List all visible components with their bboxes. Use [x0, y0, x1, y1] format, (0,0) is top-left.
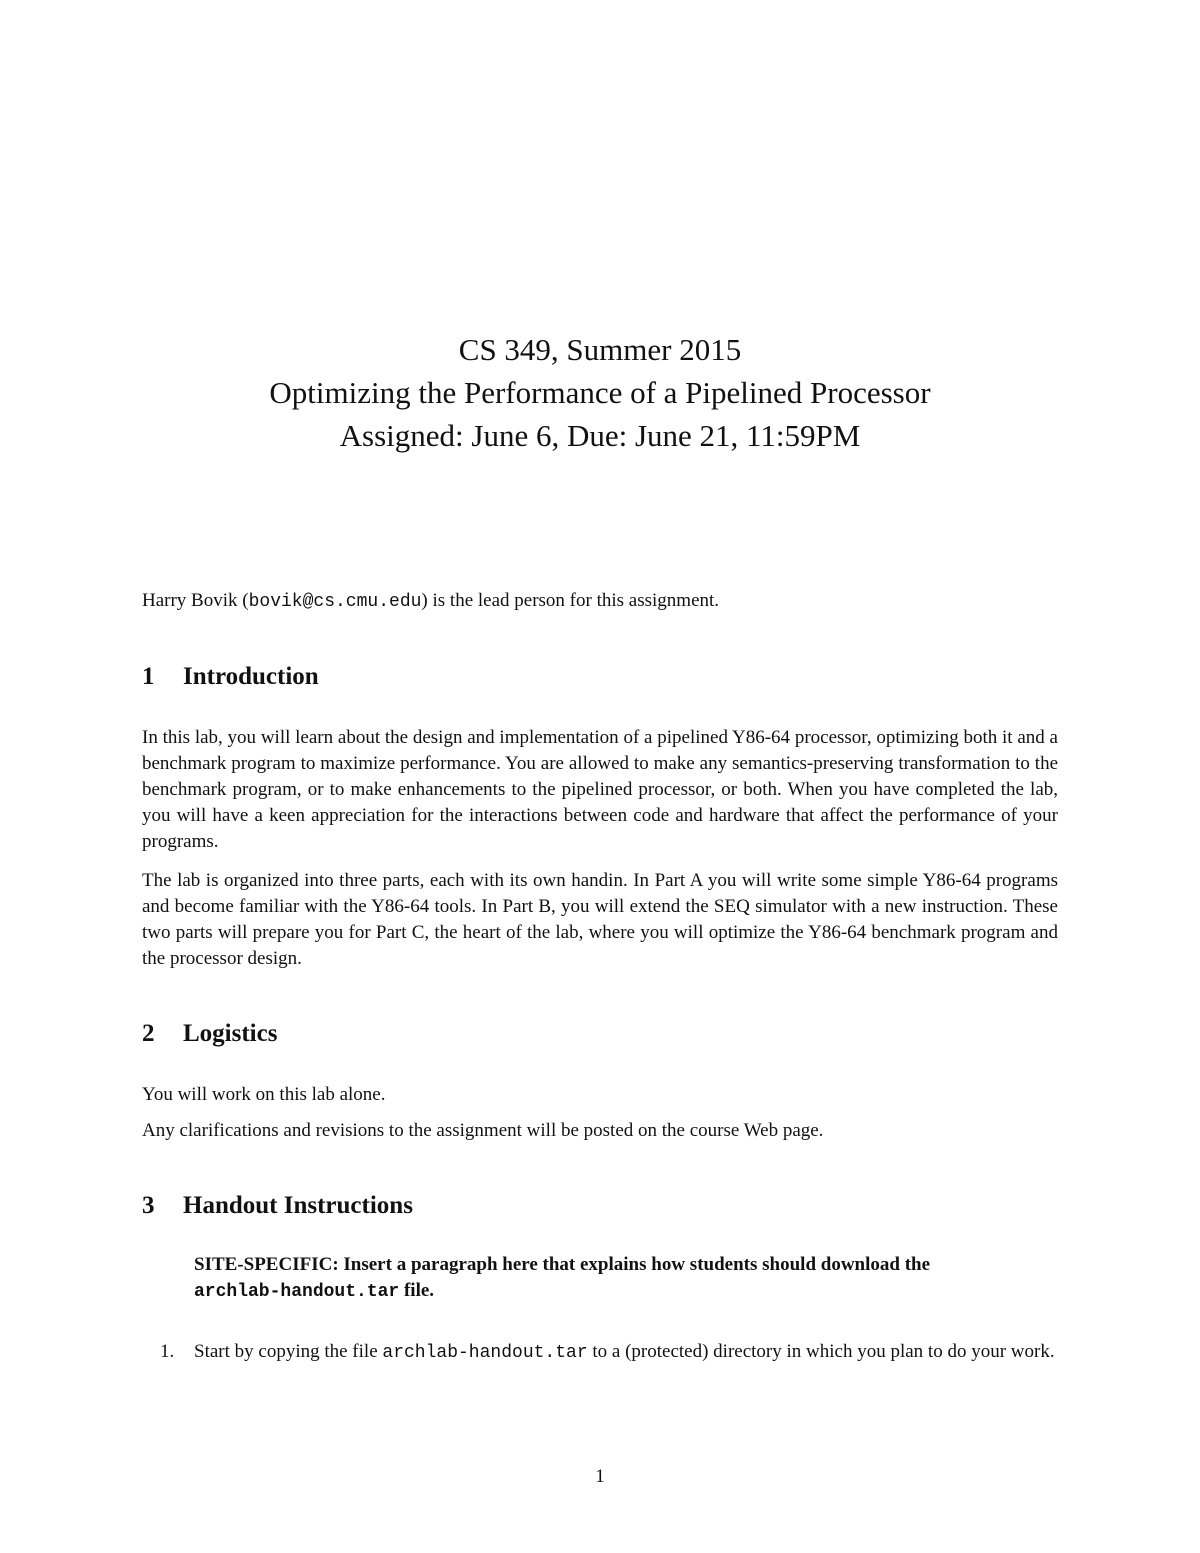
item-filename: archlab-handout.tar [382, 1343, 588, 1363]
list-item-marker: 1. [160, 1341, 175, 1362]
section-number: 3 [142, 1192, 155, 1219]
item-text-before: Start by copying the file [194, 1341, 383, 1362]
section-heading-introduction [142, 661, 319, 693]
section-number: 1 [142, 663, 155, 690]
list-item [160, 1339, 1058, 1366]
site-specific-text: SITE-SPECIFIC: Insert a paragraph here that explains how students should download the [194, 1254, 931, 1275]
assignment-title: Optimizing the Performance of a Pipelined Processor [269, 375, 931, 410]
item-text-after: to a (protected) directory in which you plan to do your work. [587, 1341, 1055, 1362]
intro-paragraph-2: The lab is organized into three parts, each with its own handin. In Part A you will write some simple Y86-64 programs and become familiar with the Y86-64 tools. In Part B, you will extend the SEQ simulator with a new instruction. These two parts will prepare you for Part C, the heart of the lab, where you will optimize the Y86-64 benchmark program and the processor design. [142, 870, 1058, 969]
section-heading-handout-instructions [142, 1190, 413, 1222]
logistics-paragraph-2: Any clarifications and revisions to the assignment will be posted on the course Web page. [142, 1120, 824, 1141]
logistics-paragraph-1: You will work on this lab alone. [142, 1084, 386, 1105]
section-number: 2 [142, 1020, 155, 1047]
lead-text-after: ) is the lead person for this assignment. [421, 590, 720, 611]
assignment-dates: Assigned: June 6, Due: June 21, 11:59PM [339, 418, 861, 453]
lead-email: bovik@cs.cmu.edu [248, 592, 422, 612]
site-specific-note [194, 1252, 1024, 1305]
course-title: CS 349, Summer 2015 [458, 332, 742, 367]
intro-paragraph-1: In this lab, you will learn about the design and implementation of a pipelined Y86-64 processor, optimizing both it and a benchmark program to maximize performance. You are allowed to make any semantics-preserving transformation to the benchmark program, or to make enhancements to the pipelined processor, or both. When you have completed the lab, you will have a keen appreciation for the interactions between code and hardware that affect the performance of your programs. [142, 727, 1058, 852]
section-title: Handout Instructions [183, 1192, 413, 1219]
page-number: 1 [595, 1466, 605, 1487]
section-title: Logistics [183, 1020, 278, 1047]
site-specific-filename: archlab-handout.tar [194, 1282, 400, 1302]
section-title: Introduction [183, 663, 319, 690]
section-heading-logistics [142, 1018, 277, 1050]
site-specific-end: file. [399, 1280, 435, 1301]
document-title [0, 328, 1200, 457]
lead-text-before: Harry Bovik ( [142, 590, 249, 611]
list-item-text [194, 1339, 1058, 1366]
lead-person-line [142, 588, 1058, 615]
